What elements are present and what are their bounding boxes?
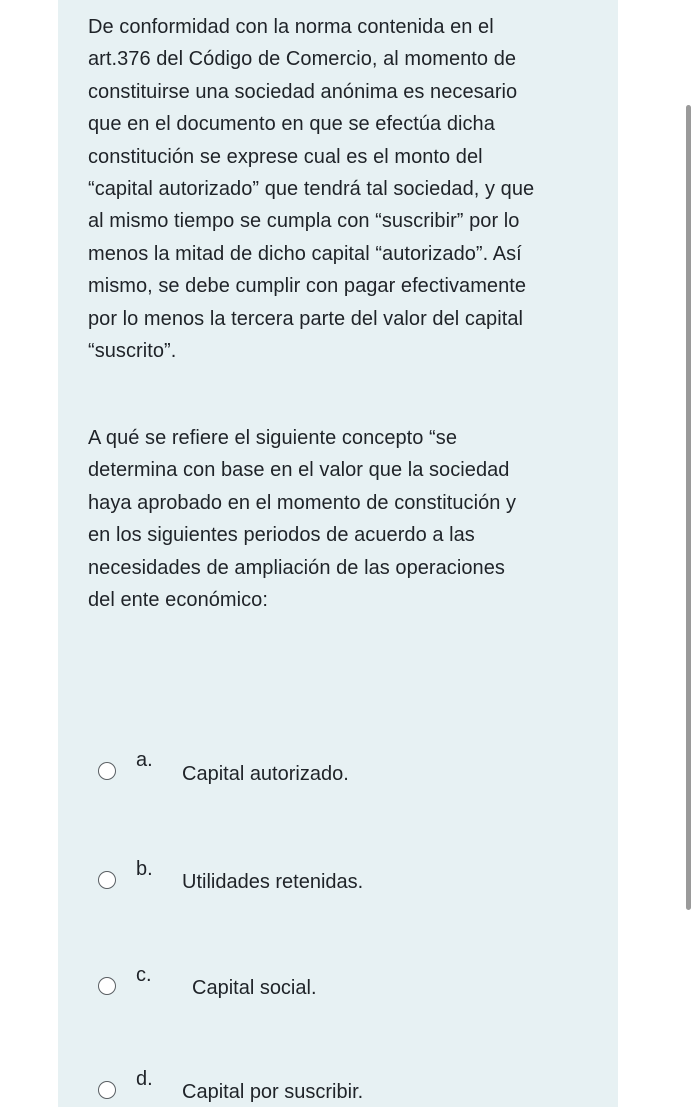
answer-option-c[interactable] [96,963,536,1013]
option-label[interactable]: Capital autorizado. [182,763,349,785]
question-context-text [88,11,608,367]
context-line: constituirse una sociedad anónima es necesario [88,80,518,103]
radio-button-a[interactable] [98,762,116,780]
question-line: necesidades de ampliación de las operaciones [88,556,505,579]
answer-option-a[interactable] [96,748,536,798]
context-line: art.376 del Código de Comercio, al momento de [88,48,517,71]
question-line: A qué se refiere el siguiente concepto “se [88,427,457,449]
answer-option-d[interactable] [96,1067,536,1107]
question-line: en los siguientes periodos de acuerdo a las [88,524,475,547]
question-prompt-text [88,422,608,616]
option-label[interactable]: Capital por suscribir. [182,1081,364,1103]
option-label[interactable]: Utilidades retenidas. [182,871,364,893]
context-line: De conformidad con la norma contenida en el [88,16,494,38]
context-line: por lo menos la tercera parte del valor del capital [88,307,524,330]
question-line: determina con base en el valor que la sociedad [88,459,510,482]
option-label[interactable]: Capital social. [192,977,317,999]
vertical-scrollbar[interactable] [686,105,691,910]
option-letter: d. [136,1068,153,1090]
context-line: “suscrito”. [88,340,177,363]
option-letter: a. [136,749,153,771]
option-letter: b. [136,858,153,880]
context-line: al mismo tiempo se cumpla con “suscribir” por lo [88,210,520,233]
question-line: del ente económico: [88,589,268,612]
context-line: menos la mitad de dicho capital “autorizado”. Así [88,242,522,265]
context-line: constitución se exprese cual es el monto del [88,145,483,168]
question-line: haya aprobado en el momento de constitución y [88,491,517,514]
radio-button-d[interactable] [98,1081,116,1099]
context-line: que en el documento en que se efectúa dicha [88,113,495,136]
answer-option-b[interactable] [96,857,536,907]
radio-button-b[interactable] [98,871,116,889]
context-line: mismo, se debe cumplir con pagar efectivamente [88,275,527,298]
option-letter: c. [136,964,152,986]
radio-button-c[interactable] [98,977,116,995]
context-line: “capital autorizado” que tendrá tal sociedad, y que [88,178,535,201]
